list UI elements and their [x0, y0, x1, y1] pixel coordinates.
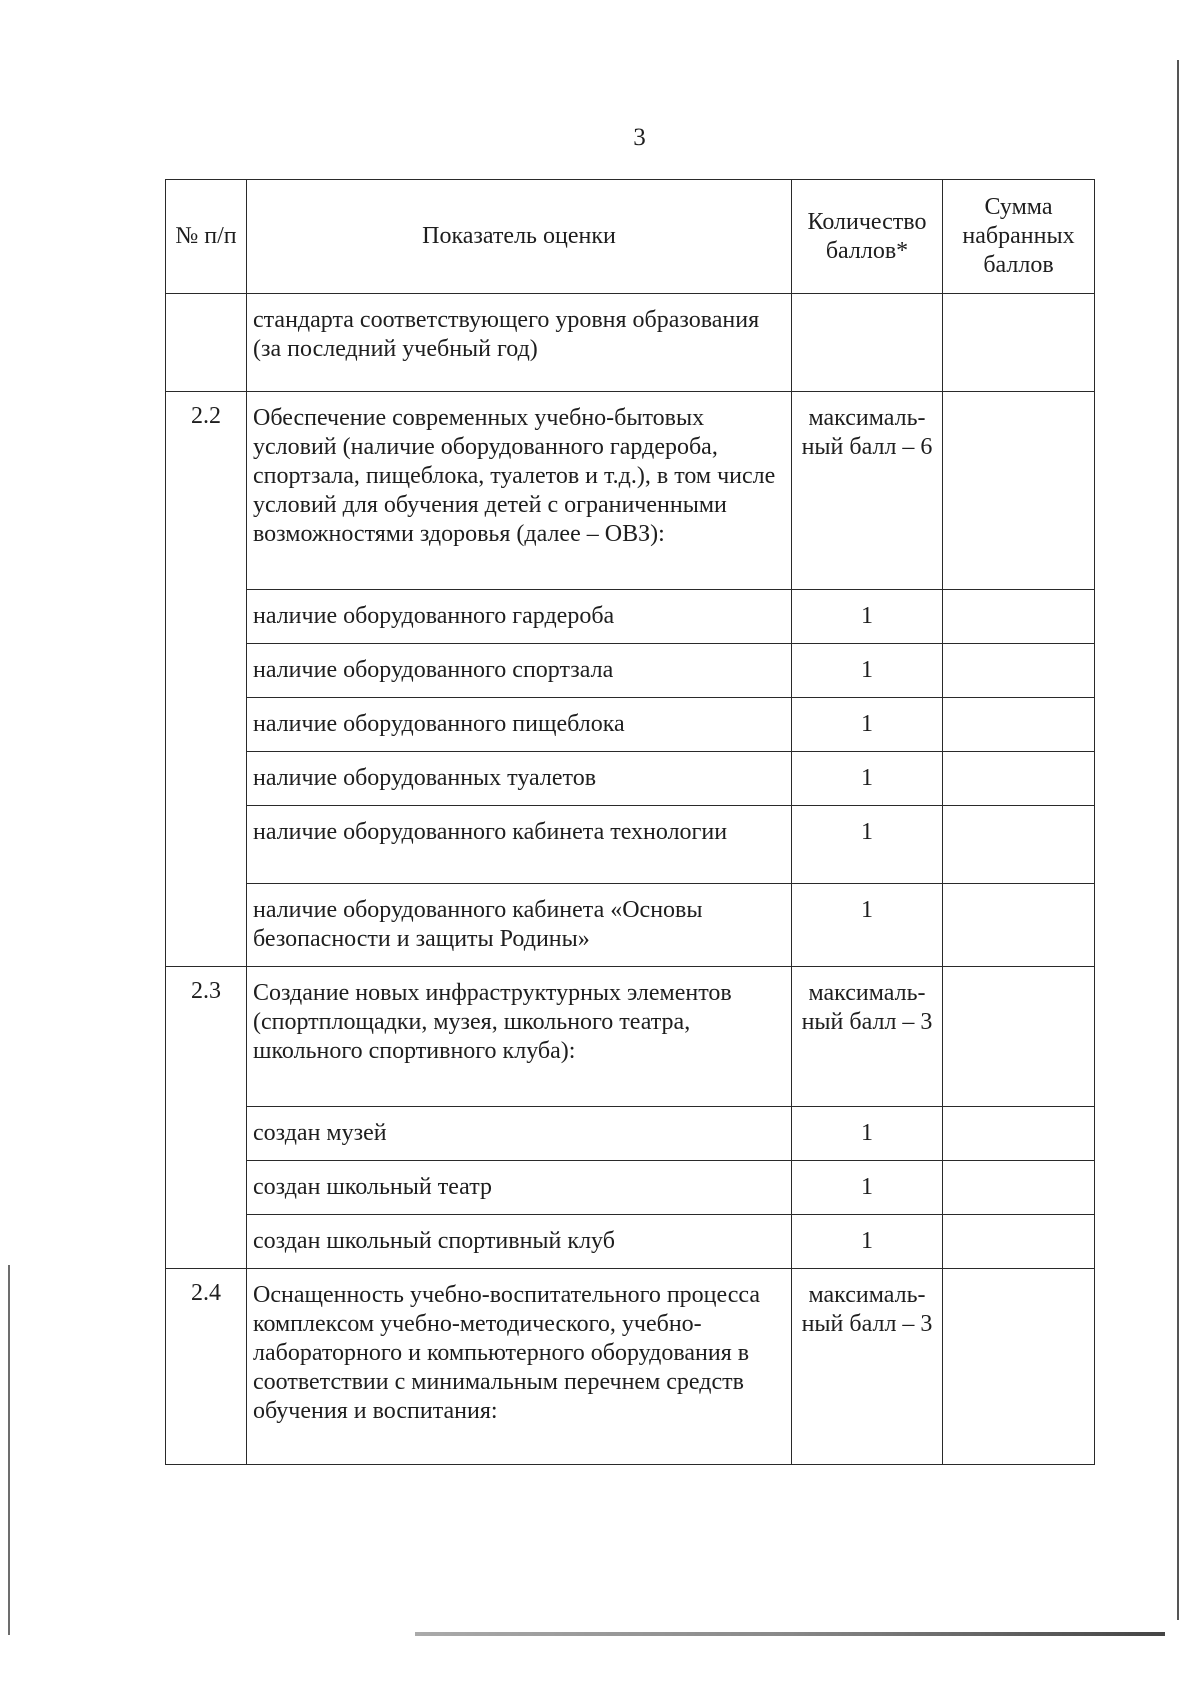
table-row	[166, 884, 1095, 967]
table-body	[166, 294, 1095, 1465]
row-sum	[943, 590, 1095, 644]
header-points: Количество баллов*	[792, 180, 943, 294]
row-indicator: наличие оборудованного гардероба	[247, 590, 792, 644]
evaluation-table	[165, 179, 1095, 1465]
table-row	[166, 294, 1095, 392]
table-header-row	[166, 180, 1095, 294]
table-row	[166, 1161, 1095, 1215]
row-points: 1	[792, 698, 943, 752]
row-indicator: наличие оборудованного кабинета технологии	[247, 806, 792, 884]
row-number: 2.2	[166, 392, 247, 967]
row-indicator: создан школьный театр	[247, 1161, 792, 1215]
row-sum	[943, 752, 1095, 806]
row-sum	[943, 806, 1095, 884]
row-indicator: Оснащенность учебно-воспитательного процесса комплексом учебно-методического, учебно-лабораторного и компьютерного оборудования в соответствии с минимальным перечнем средств обучения и воспитания:	[247, 1269, 792, 1465]
row-indicator: наличие оборудованного кабинета «Основы безопасности и защиты Родины»	[247, 884, 792, 967]
row-points: 1	[792, 1215, 943, 1269]
scan-edge-line	[415, 1632, 1165, 1636]
table-row	[166, 1107, 1095, 1161]
row-points: 1	[792, 752, 943, 806]
row-indicator: стандарта соответствующего уровня образования (за последний учебный год)	[247, 294, 792, 392]
row-points: 1	[792, 1161, 943, 1215]
table-row	[166, 1269, 1095, 1465]
row-sum	[943, 967, 1095, 1107]
row-indicator: наличие оборудованного пищеблока	[247, 698, 792, 752]
row-indicator: создан школьный спортивный клуб	[247, 1215, 792, 1269]
row-sum	[943, 1107, 1095, 1161]
header-sum: Сумма набранных баллов	[943, 180, 1095, 294]
table-row	[166, 590, 1095, 644]
scan-edge-line	[8, 1265, 10, 1635]
row-sum	[943, 698, 1095, 752]
row-number: 2.3	[166, 967, 247, 1269]
table-row	[166, 392, 1095, 590]
row-indicator: наличие оборудованного спортзала	[247, 644, 792, 698]
table-row	[166, 752, 1095, 806]
row-sum	[943, 644, 1095, 698]
row-number: 2.4	[166, 1269, 247, 1465]
table-row	[166, 644, 1095, 698]
table-row	[166, 1215, 1095, 1269]
row-points: 1	[792, 806, 943, 884]
row-sum	[943, 1161, 1095, 1215]
row-indicator: Обеспечение современных учебно-бытовых условий (наличие оборудованного гардероба, спортзала, пищеблока, туалетов и т.д.), в том числе условий для обучения детей с ограниченными возможностями здоровья (далее – ОВЗ):	[247, 392, 792, 590]
table-row	[166, 806, 1095, 884]
page-number: 3	[633, 124, 646, 151]
row-sum	[943, 392, 1095, 590]
row-points: 1	[792, 644, 943, 698]
scan-edge-line	[1177, 60, 1179, 1620]
row-sum	[943, 884, 1095, 967]
row-points: 1	[792, 884, 943, 967]
row-number	[166, 294, 247, 392]
row-sum	[943, 1215, 1095, 1269]
row-points: 1	[792, 590, 943, 644]
row-points: максималь-ный балл – 3	[792, 1269, 943, 1465]
row-indicator: Создание новых инфраструктурных элементов (спортплощадки, музея, школьного театра, школьного спортивного клуба):	[247, 967, 792, 1107]
table-row	[166, 967, 1095, 1107]
row-indicator: наличие оборудованных туалетов	[247, 752, 792, 806]
table-row	[166, 698, 1095, 752]
header-number: № п/п	[166, 180, 247, 294]
row-sum	[943, 1269, 1095, 1465]
header-indicator: Показатель оценки	[247, 180, 792, 294]
row-points: 1	[792, 1107, 943, 1161]
row-points	[792, 294, 943, 392]
row-points: максималь-ный балл – 3	[792, 967, 943, 1107]
row-points: максималь-ный балл – 6	[792, 392, 943, 590]
row-indicator: создан музей	[247, 1107, 792, 1161]
row-sum	[943, 294, 1095, 392]
